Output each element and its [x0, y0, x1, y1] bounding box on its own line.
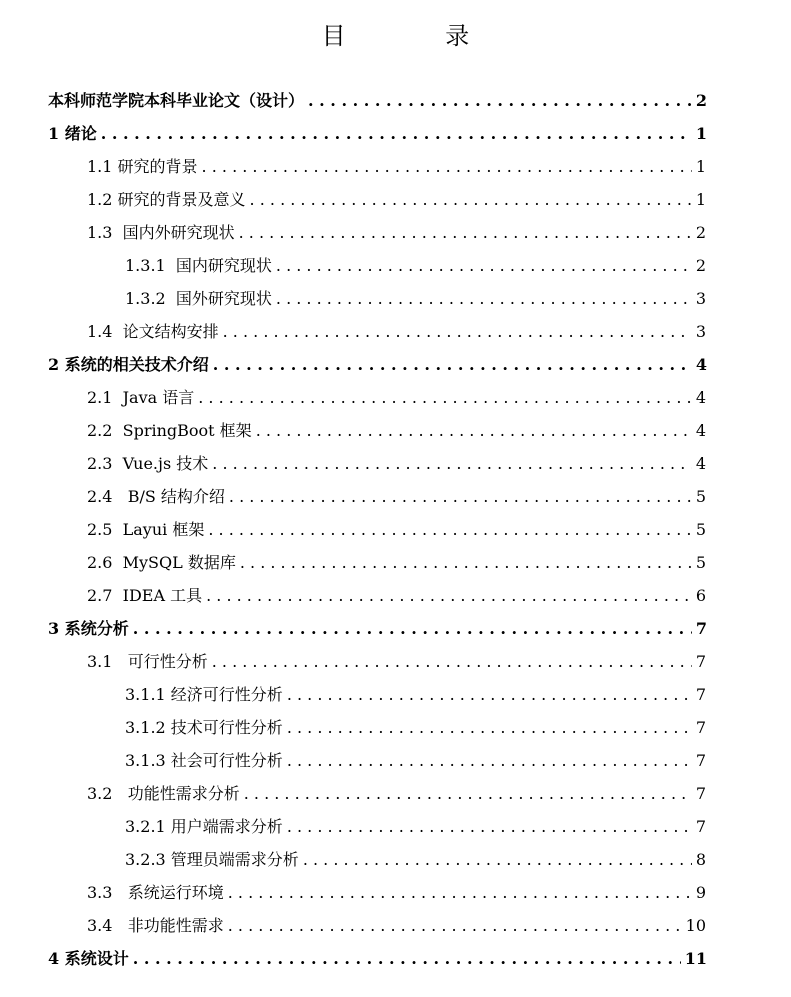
dot-leader: [276, 289, 692, 309]
toc-entry-label: 1.3.1 国内研究现状: [125, 255, 272, 275]
toc-entry-label: 2.2 SpringBoot 框架: [87, 420, 252, 440]
toc-entry[interactable]: [125, 810, 706, 843]
toc-entry-page-number: 1: [695, 189, 706, 209]
toc-entry-page-number: 2: [695, 222, 706, 242]
toc-entry-page-number: 3: [695, 288, 706, 308]
toc-entry-label: 3.1.2 技术可行性分析: [125, 717, 283, 737]
toc-entry[interactable]: [48, 84, 707, 117]
toc-entry-page-number: 9: [695, 882, 706, 902]
toc-entry-label: 1.4 论文结构安排: [87, 321, 219, 341]
dot-leader: [228, 916, 682, 936]
toc-entry-page-number: 5: [695, 486, 706, 506]
table-of-contents: [0, 84, 791, 975]
toc-entry-page-number: 7: [695, 684, 706, 704]
toc-entry-label: 3.1.1 经济可行性分析: [125, 684, 283, 704]
toc-entry-page-number: 3: [695, 321, 706, 341]
toc-entry-label: 3.1 可行性分析: [87, 651, 208, 671]
dot-leader: [133, 949, 681, 969]
toc-entry-page-number: 7: [695, 651, 706, 671]
toc-entry-label: 3.2.3 管理员端需求分析: [125, 849, 299, 869]
dot-leader: [308, 91, 692, 111]
toc-entry-label: 4 系统设计: [48, 948, 129, 968]
dot-leader: [213, 355, 692, 375]
toc-entry-label: 2.6 MySQL 数据库: [87, 552, 236, 572]
dot-leader: [287, 685, 692, 705]
toc-entry[interactable]: [87, 183, 706, 216]
toc-entry[interactable]: [87, 480, 706, 513]
toc-entry[interactable]: [125, 744, 706, 777]
toc-entry-label: 1 绪论: [48, 123, 97, 143]
toc-entry-label: 1.2 研究的背景及意义: [87, 189, 246, 209]
dot-leader: [250, 190, 692, 210]
toc-entry-label: 3.4 非功能性需求: [87, 915, 224, 935]
toc-entry-label: 3 系统分析: [48, 618, 129, 638]
toc-entry-page-number: 4: [695, 420, 706, 440]
toc-entry[interactable]: [87, 876, 706, 909]
toc-entry-page-number: 7: [695, 783, 706, 803]
toc-entry-page-number: 7: [695, 618, 707, 638]
toc-entry[interactable]: [48, 348, 707, 381]
toc-entry-label: 1.3.2 国外研究现状: [125, 288, 272, 308]
toc-entry-page-number: 4: [695, 453, 706, 473]
toc-entry-page-number: 7: [695, 750, 706, 770]
dot-leader: [223, 322, 692, 342]
dot-leader: [229, 487, 692, 507]
toc-entry-page-number: 4: [695, 354, 707, 374]
toc-entry[interactable]: [125, 249, 706, 282]
page-title: 目 录: [321, 22, 516, 50]
toc-entry[interactable]: [125, 282, 706, 315]
toc-entry[interactable]: [87, 447, 706, 480]
toc-entry-page-number: 2: [695, 90, 707, 110]
dot-leader: [228, 883, 692, 903]
toc-entry-label: 3.3 系统运行环境: [87, 882, 224, 902]
toc-entry-label: 2.7 IDEA 工具: [87, 585, 203, 605]
toc-entry[interactable]: [87, 216, 706, 249]
toc-entry-label: 2.5 Layui 框架: [87, 519, 205, 539]
toc-entry[interactable]: [87, 414, 706, 447]
dot-leader: [101, 124, 692, 144]
toc-entry-page-number: 11: [684, 948, 707, 968]
toc-entry-label: 3.1.3 社会可行性分析: [125, 750, 283, 770]
toc-entry[interactable]: [87, 579, 706, 612]
toc-entry[interactable]: [48, 612, 707, 645]
toc-entry[interactable]: [48, 117, 707, 150]
dot-leader: [212, 454, 692, 474]
dot-leader: [244, 784, 692, 804]
toc-entry-page-number: 5: [695, 519, 706, 539]
toc-entry-page-number: 7: [695, 717, 706, 737]
toc-entry[interactable]: [87, 315, 706, 348]
dot-leader: [239, 223, 692, 243]
dot-leader: [287, 751, 692, 771]
toc-entry-label: 3.2 功能性需求分析: [87, 783, 240, 803]
toc-entry[interactable]: [48, 942, 707, 975]
toc-entry[interactable]: [87, 381, 706, 414]
toc-entry-page-number: 4: [695, 387, 706, 407]
dot-leader: [198, 388, 692, 408]
dot-leader: [287, 817, 692, 837]
toc-entry[interactable]: [87, 777, 706, 810]
dot-leader: [212, 652, 692, 672]
toc-entry-label: 2.1 Java 语言: [87, 387, 195, 407]
toc-entry[interactable]: [125, 843, 706, 876]
toc-entry-page-number: 6: [695, 585, 706, 605]
toc-entry[interactable]: [87, 546, 706, 579]
toc-entry-label: 3.2.1 用户端需求分析: [125, 816, 283, 836]
toc-entry-page-number: 7: [695, 816, 706, 836]
toc-entry-page-number: 1: [695, 156, 706, 176]
toc-entry[interactable]: [87, 909, 706, 942]
toc-entry-label: 2.4 B/S 结构介绍: [87, 486, 225, 506]
toc-entry-label: 2 系统的相关技术介绍: [48, 354, 209, 374]
toc-entry-page-number: 1: [695, 123, 707, 143]
dot-leader: [240, 553, 692, 573]
toc-entry[interactable]: [87, 513, 706, 546]
dot-leader: [256, 421, 692, 441]
toc-entry-page-number: 2: [695, 255, 706, 275]
dot-leader: [133, 619, 692, 639]
toc-entry-page-number: 10: [685, 915, 706, 935]
toc-entry-page-number: 8: [695, 849, 706, 869]
toc-entry[interactable]: [87, 150, 706, 183]
dot-leader: [303, 850, 692, 870]
dot-leader: [202, 157, 692, 177]
toc-entry[interactable]: [125, 711, 706, 744]
toc-entry-label: 1.3 国内外研究现状: [87, 222, 235, 242]
dot-leader: [287, 718, 692, 738]
dot-leader: [276, 256, 692, 276]
toc-entry-label: 本科师范学院本科毕业论文（设计）: [48, 90, 305, 110]
dot-leader: [208, 520, 691, 540]
toc-entry-label: 2.3 Vue.js 技术: [87, 453, 209, 473]
toc-entry[interactable]: [87, 645, 706, 678]
toc-entry-label: 1.1 研究的背景: [87, 156, 198, 176]
toc-entry[interactable]: [125, 678, 706, 711]
toc-entry-page-number: 5: [695, 552, 706, 572]
dot-leader: [206, 586, 692, 606]
